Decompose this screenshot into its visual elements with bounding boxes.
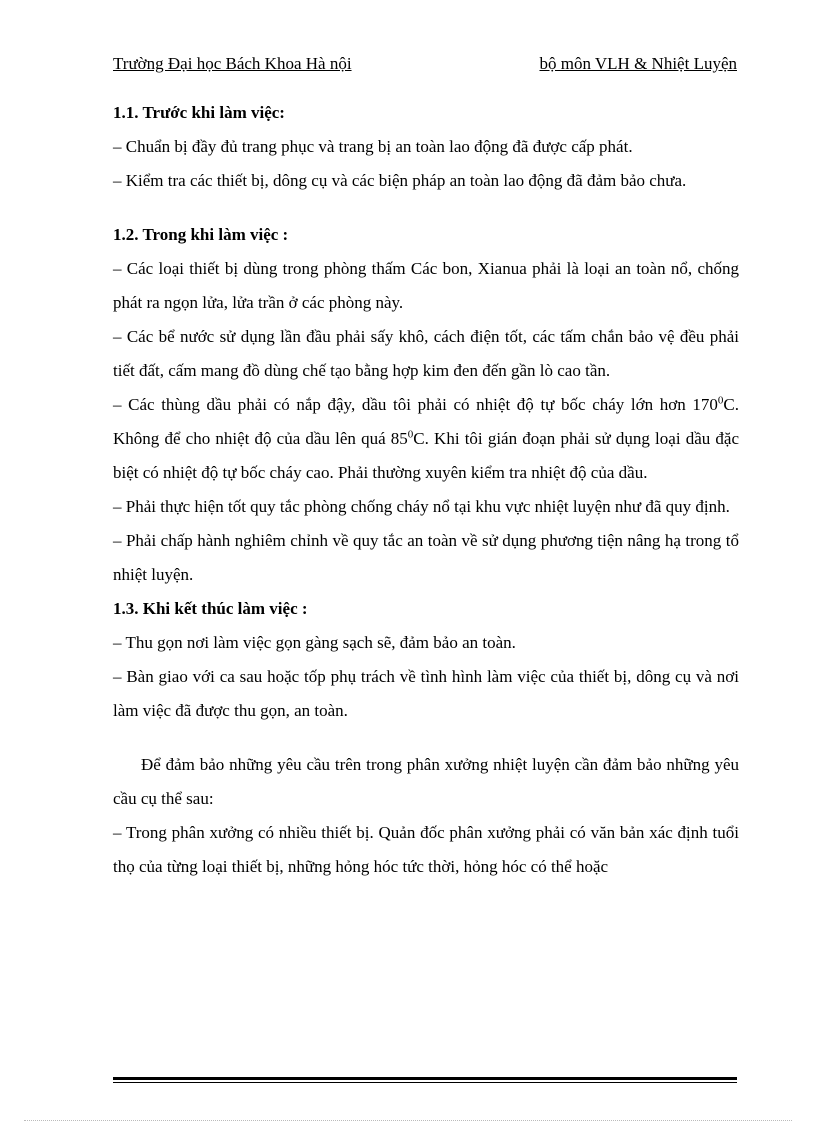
spacer [113, 198, 739, 218]
paragraph-1-2-c-part3: C. Khi tôi gián đoạn phải sử dụng loại dầu đặc biệt có nhiệt độ tự bốc cháy cao. Phải thường xuyên kiểm tra nhiệt độ của dầu. [113, 429, 740, 482]
degree-superscript: 0 [717, 394, 724, 407]
paragraph-1-2-d: – Phải thực hiện tốt quy tắc phòng chống cháy nổ tại khu vực nhiệt luyện như đã quy định. [113, 497, 730, 516]
paragraph-1-1-b: – Kiểm tra các thiết bị, dông cụ và các biện pháp an toàn lao động đã đảm bảo chưa. [113, 171, 687, 190]
spacer [113, 728, 739, 748]
paragraph-1-3-a: – Thu gọn nơi làm việc gọn gàng sạch sẽ, đảm bảo an toàn. [113, 633, 516, 652]
paragraph-1-2-c-part1: – Các thùng dầu phải có nắp đậy, dầu tôi phải có nhiệt độ tự bốc cháy lớn hơn 170 [113, 395, 718, 414]
degree-superscript: 0 [407, 428, 414, 441]
paragraph-1-1-a: – Chuẩn bị đầy đủ trang phục và trang bị an toàn lao động đã được cấp phát. [113, 137, 633, 156]
footer-double-rule [113, 1077, 737, 1083]
section-title-1-3: 1.3. Khi kết thúc làm việc : [113, 599, 308, 618]
header-school-name: Trường Đại học Bách Khoa Hà nội [113, 54, 352, 73]
paragraph-closing-b: – Trong phân xưởng có nhiều thiết bị. Quản đốc phân xưởng phải có văn bản xác định tuổi thọ của từng loại thiết bị, những hỏng hóc tức thời, hỏng hóc có thể hoặc [113, 823, 739, 876]
section-title-1-1: 1.1. Trước khi làm việc: [113, 103, 285, 122]
paragraph-1-2-c [113, 388, 739, 490]
paragraph-closing-a: Để đảm bảo những yêu cầu trên trong phân xưởng nhiệt luyện cần đảm bảo những yêu cầu cụ thể sau: [113, 755, 739, 808]
paragraph-1-2-e: – Phải chấp hành nghiêm chỉnh về quy tắc an toàn về sử dụng phương tiện nâng hạ trong tổ nhiệt luyện. [113, 531, 739, 584]
paragraph-1-2-b: – Các bể nước sử dụng lần đầu phải sấy khô, cách điện tốt, các tấm chắn bảo vệ đều phải tiết đất, cấm mang đồ dùng chế tạo bằng hợp kim đen đến gần lò cao tần. [113, 327, 739, 380]
page-edge-dotted-line [24, 1120, 792, 1121]
document-body [113, 96, 739, 884]
paragraph-1-3-b: – Bàn giao với ca sau hoặc tốp phụ trách về tình hình làm việc của thiết bị, dông cụ và nơi làm việc đã được thu gọn, an toàn. [113, 667, 739, 720]
paragraph-1-2-a: – Các loại thiết bị dùng trong phòng thấm Các bon, Xianua phải là loại an toàn nổ, chống phát ra ngọn lửa, lửa trần ở các phòng này. [113, 259, 739, 312]
paragraph-1-2-c-part2: C. Không để cho nhiệt độ của dầu lên quá 85 [113, 395, 739, 448]
section-title-1-2: 1.2. Trong khi làm việc : [113, 225, 289, 244]
header-department-name: bộ môn VLH & Nhiệt Luyện [539, 54, 737, 73]
page-header [113, 52, 737, 76]
